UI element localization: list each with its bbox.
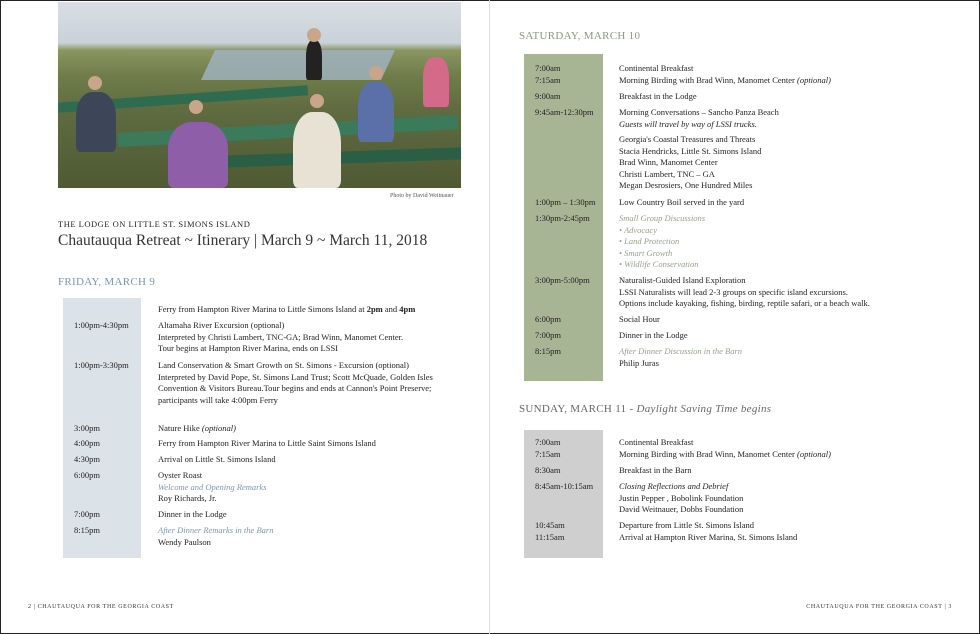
schedule-item bbox=[619, 314, 660, 326]
photo-head bbox=[88, 76, 102, 90]
schedule-item bbox=[158, 423, 236, 435]
schedule-item bbox=[158, 360, 433, 406]
schedule-time: 10:45am 11:15am bbox=[535, 520, 565, 542]
schedule-item-line: Morning Birding with Brad Winn, Manomet Center (optional) bbox=[619, 448, 831, 459]
schedule-time: 7:00pm bbox=[74, 509, 100, 519]
saturday-heading: SATURDAY, MARCH 10 bbox=[519, 30, 641, 42]
schedule-item-line: Justin Pepper , Bobolink Foundation bbox=[619, 492, 744, 503]
schedule-item bbox=[619, 63, 831, 86]
schedule-item-line: Guests will travel by way of LSSI trucks. bbox=[619, 118, 757, 129]
schedule-item-line: After Dinner Discussion in the Barn bbox=[619, 346, 743, 356]
page-title: Chautauqua Retreat ~ Itinerary | March 9 ~ March 11, 2018 bbox=[58, 232, 428, 249]
schedule-item bbox=[158, 509, 227, 521]
schedule-item-line: LSSI Naturalists will lead 2-3 groups on specific island excursions. bbox=[619, 286, 848, 297]
schedule-item-line: Ferry from Hampton River Marina to Little Simons Island at 2pm and 4pm bbox=[158, 304, 416, 314]
schedule-item bbox=[158, 320, 403, 355]
schedule-item-line: participants will take 4:00pm Ferry bbox=[158, 394, 278, 405]
schedule-time: 8:15pm bbox=[74, 525, 100, 535]
schedule-item bbox=[619, 107, 779, 130]
schedule-item-line: Interpreted by David Pope, St. Simons Land Trust; Scott McQuade, Golden Isles bbox=[158, 371, 433, 382]
schedule-item-line: Breakfast in the Barn bbox=[619, 465, 692, 475]
schedule-item-line: Morning Conversations – Sancho Panza Beach bbox=[619, 107, 779, 117]
schedule-item-line: Brad Winn, Manomet Center bbox=[619, 157, 718, 167]
schedule-item bbox=[619, 213, 705, 271]
schedule-time: 6:00pm bbox=[535, 314, 561, 324]
schedule-item bbox=[158, 470, 267, 505]
schedule-time: 8:45am-10:15am bbox=[535, 481, 594, 491]
schedule-item-line: • Land Protection bbox=[619, 236, 680, 246]
schedule-item bbox=[158, 438, 376, 450]
schedule-item-line: Philip Juras bbox=[619, 357, 659, 368]
schedule-item-line: Dinner in the Lodge bbox=[158, 509, 227, 519]
schedule-item bbox=[619, 275, 870, 310]
schedule-item-line: Nature Hike (optional) bbox=[158, 423, 236, 433]
schedule-item bbox=[619, 197, 744, 209]
schedule-item bbox=[158, 304, 415, 316]
schedule-time: 7:00am 7:15am bbox=[535, 63, 561, 85]
schedule-item bbox=[619, 134, 761, 192]
schedule-item-line: • Smart Growth bbox=[619, 247, 673, 258]
schedule-time: 3:00pm bbox=[74, 423, 100, 433]
schedule-item-line: • Advocacy bbox=[619, 224, 657, 235]
schedule-item-line: Oyster Roast bbox=[158, 470, 203, 480]
footer-left: 2 | CHAUTAUQUA FOR THE GEORGIA COAST bbox=[28, 604, 174, 610]
page-subtitle: THE LODGE ON LITTLE ST. SIMONS ISLAND bbox=[58, 219, 251, 229]
schedule-item bbox=[619, 330, 688, 342]
schedule-time: 9:00am bbox=[535, 91, 561, 101]
photo-head bbox=[189, 100, 203, 114]
schedule-time: 1:30pm-2:45pm bbox=[535, 213, 590, 223]
schedule-item-line: Breakfast in the Lodge bbox=[619, 91, 697, 101]
schedule-time: 4:30pm bbox=[74, 454, 100, 464]
schedule-item-line: Departure from Little St. Simons Island bbox=[619, 520, 755, 530]
schedule-item bbox=[619, 346, 742, 369]
schedule-item bbox=[619, 481, 743, 516]
schedule-item bbox=[619, 465, 691, 477]
schedule-item-line: Continental Breakfast bbox=[619, 63, 694, 73]
photo-head bbox=[369, 66, 383, 80]
schedule-time: 6:00pm bbox=[74, 470, 100, 480]
schedule-item-line: • Wildlife Conservation bbox=[619, 259, 699, 269]
photo-head bbox=[307, 28, 321, 42]
photo-person bbox=[168, 122, 228, 188]
photo-water bbox=[201, 50, 395, 80]
schedule-item bbox=[619, 520, 797, 543]
photo-speaker bbox=[306, 40, 322, 80]
schedule-item bbox=[158, 454, 276, 466]
schedule-time: 9:45am-12:30pm bbox=[535, 107, 594, 117]
page-spine bbox=[489, 0, 490, 634]
schedule-item-line: Closing Reflections and Debrief bbox=[619, 481, 729, 491]
schedule-time: 1:00pm – 1:30pm bbox=[535, 197, 596, 207]
photo-head bbox=[310, 94, 324, 108]
schedule-item-line: Dinner in the Lodge bbox=[619, 330, 688, 340]
retreat-photo bbox=[58, 2, 461, 188]
schedule-item-line: Small Group Discussions bbox=[619, 213, 706, 223]
schedule-time: 8:15pm bbox=[535, 346, 561, 356]
schedule-item-line: Altamaha River Excursion (optional) bbox=[158, 320, 285, 330]
friday-heading: FRIDAY, MARCH 9 bbox=[58, 276, 156, 288]
schedule-item-line: Convention & Visitors Bureau.Tour begins and ends at Cannon's Point Preserve; bbox=[158, 383, 432, 393]
sunday-heading bbox=[519, 403, 771, 415]
schedule-time: 4:00pm bbox=[74, 438, 100, 448]
schedule-item-line: Naturalist-Guided Island Exploration bbox=[619, 275, 746, 285]
photo-person bbox=[423, 57, 449, 107]
schedule-item-line: Roy Richards, Jr. bbox=[158, 493, 217, 503]
schedule-item-line: Continental Breakfast bbox=[619, 437, 694, 447]
schedule-item-line: Arrival on Little St. Simons Island bbox=[158, 454, 276, 464]
schedule-item-line: Arrival at Hampton River Marina, St. Simons Island bbox=[619, 531, 798, 542]
schedule-item-line: Tour begins at Hampton River Marina, ends on LSSI bbox=[158, 343, 339, 353]
schedule-time: 1:00pm-4:30pm bbox=[74, 320, 129, 330]
schedule-item-line: Wendy Paulson bbox=[158, 536, 211, 547]
photo-person bbox=[293, 112, 341, 188]
schedule-item bbox=[619, 437, 831, 460]
schedule-time: 8:30am bbox=[535, 465, 561, 475]
schedule-item-line: Low Country Boil served in the yard bbox=[619, 197, 745, 207]
schedule-time: 7:00pm bbox=[535, 330, 561, 340]
photo-person bbox=[76, 92, 116, 152]
footer-right: CHAUTAUQUA FOR THE GEORGIA COAST | 3 bbox=[806, 604, 952, 610]
schedule-item-line: Georgia's Coastal Treasures and Threats bbox=[619, 134, 756, 144]
photo-person bbox=[358, 82, 394, 142]
schedule-item-line: Social Hour bbox=[619, 314, 660, 324]
schedule-item-line: Options include kayaking, fishing, birding, reptile safari, or a beach walk. bbox=[619, 298, 870, 308]
photo-credit: Photo by David Weitnauer bbox=[390, 193, 454, 199]
schedule-item-line: David Weitnauer, Dobbs Foundation bbox=[619, 504, 744, 514]
sunday-heading-note: Daylight Saving Time begins bbox=[636, 403, 772, 415]
schedule-item-line: Welcome and Opening Remarks bbox=[158, 481, 267, 492]
schedule-item bbox=[619, 91, 697, 103]
schedule-item-line: Land Conservation & Smart Growth on St. Simons - Excursion (optional) bbox=[158, 360, 409, 370]
schedule-time: 3:00pm-5:00pm bbox=[535, 275, 590, 285]
sunday-heading-day: SUNDAY, MARCH 11 - bbox=[519, 403, 637, 415]
schedule-item-line: After Dinner Remarks in the Barn bbox=[158, 525, 274, 535]
schedule-item bbox=[158, 525, 273, 548]
schedule-time: 7:00am 7:15am bbox=[535, 437, 561, 459]
schedule-item-line: Stacia Hendricks, Little St. Simons Island bbox=[619, 145, 762, 156]
schedule-item-line: Ferry from Hampton River Marina to Little Saint Simons Island bbox=[158, 438, 376, 448]
schedule-item-line: Megan Desrosiers, One Hundred Miles bbox=[619, 180, 753, 190]
schedule-item-line: Christi Lambert, TNC – GA bbox=[619, 168, 715, 179]
schedule-item-line: Interpreted by Christi Lambert, TNC-GA; Brad Winn, Manomet Center. bbox=[158, 331, 404, 342]
schedule-item-line: Morning Birding with Brad Winn, Manomet Center (optional) bbox=[619, 74, 831, 85]
schedule-time: 1:00pm-3:30pm bbox=[74, 360, 129, 370]
